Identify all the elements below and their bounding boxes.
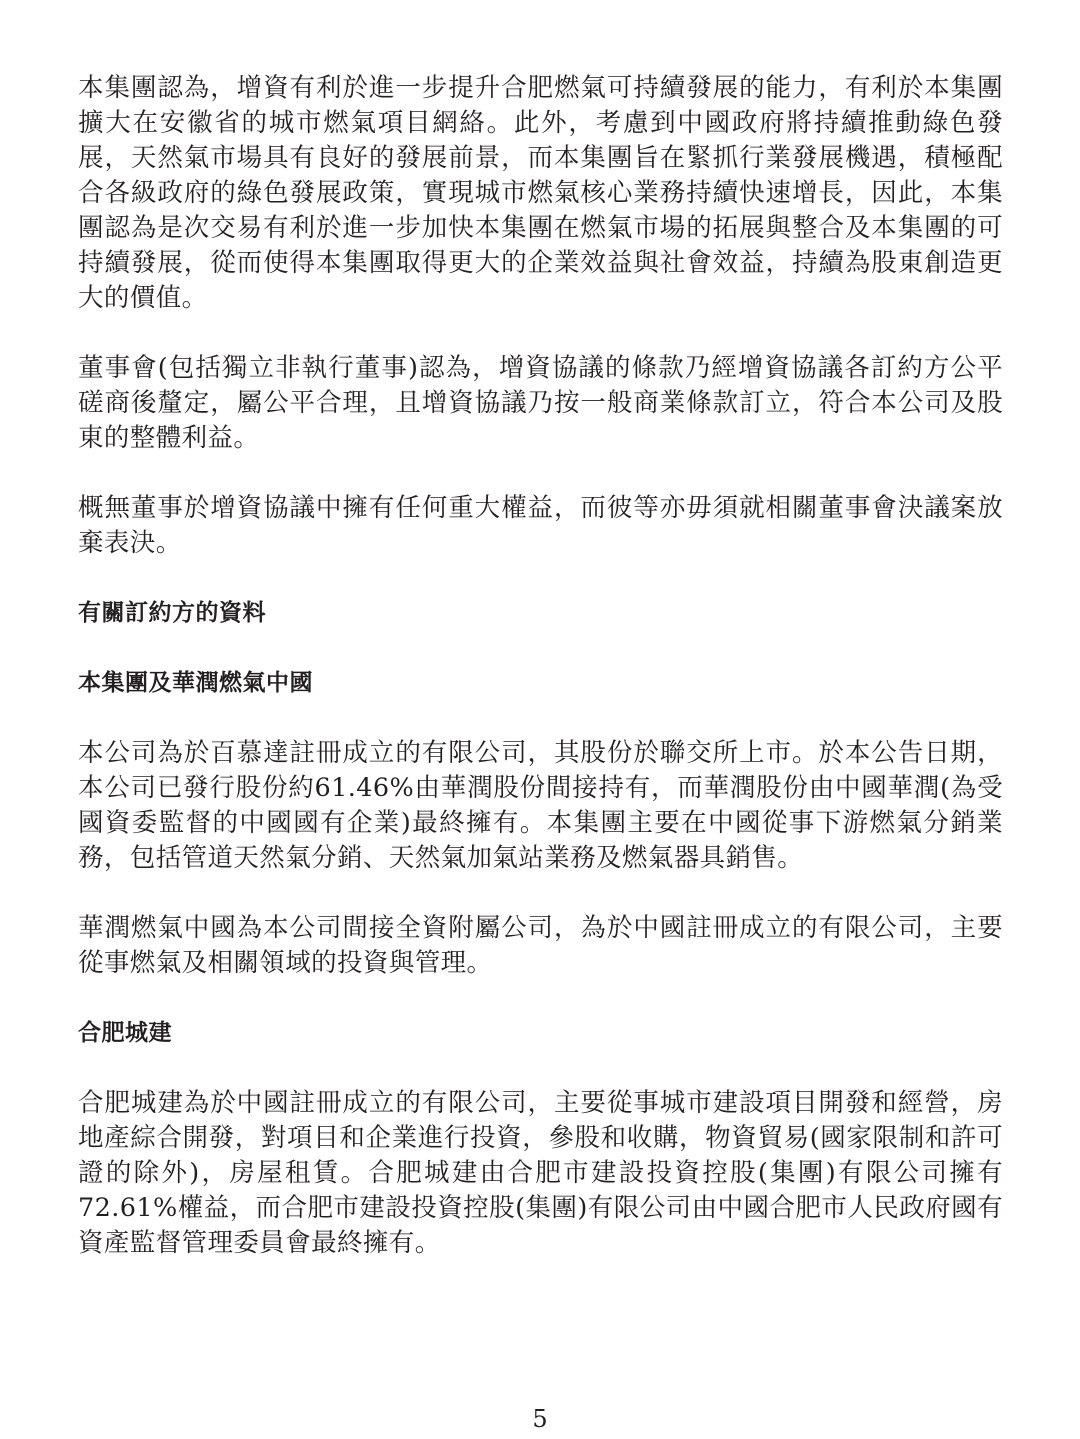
page-number: 5 [532, 1405, 548, 1433]
section-heading-parties-info: 有關訂約方的資料 [78, 600, 266, 626]
document-body [78, 71, 1003, 1296]
subheading-hefei-urban-construction: 合肥城建 [78, 1020, 172, 1046]
paragraph-group-view: 本集團認為，增資有利於進一步提升合肥燃氣可持續發展的能力，有利於本集團擴大在安徽省的城市燃氣項目網絡。此外，考慮到中國政府將持續推動綠色發展，天然氣市場具有良好的發展前景，而本集團旨在緊抓行業發展機遇，積極配合各級政府的綠色發展政策，實現城市燃氣核心業務持續快速增長，因此，本集團認為是次交易有利於進一步加快本集團在燃氣市場的拓展與整合及本集團的可持續發展，從而使得本集團取得更大的企業效益與社會效益，持續為股東創造更大的價值。 [78, 73, 1003, 313]
paragraph-board-view: 董事會(包括獨立非執行董事)認為，增資協議的條款乃經增資協議各訂約方公平磋商後釐定，屬公平合理，且增資協議乃按一般商業條款訂立，符合本公司及股東的整體利益。 [78, 353, 1003, 453]
paragraph-director-interest: 概無董事於增資協議中擁有任何重大權益，而彼等亦毋須就相關董事會決議案放棄表決。 [78, 493, 1003, 558]
paragraph-hefei-urban-construction-info: 合肥城建為於中國註冊成立的有限公司，主要從事城市建設項目開發和經營，房地產綜合開發，對項目和企業進行投資，參股和收購，物資貿易(國家限制和許可證的除外)，房屋租賃。合肥城建由合肥市建設投資控股(集團)有限公司擁有72.61%權益，而合肥市建設投資控股(集團)有限公司由中國合肥市人民政府國有資產監督管理委員會最終擁有。 [78, 1088, 1003, 1258]
subheading-group-and-cr-gas-china: 本集團及華潤燃氣中國 [78, 670, 313, 696]
paragraph-company-info: 本公司為於百慕達註冊成立的有限公司，其股份於聯交所上市。於本公告日期，本公司已發行股份約61.46%由華潤股份間接持有，而華潤股份由中國華潤(為受國資委監督的中國國有企業)最終擁有。本集團主要在中國從事下游燃氣分銷業務，包括管道天然氣分銷、天然氣加氣站業務及燃氣器具銷售。 [78, 738, 1003, 873]
paragraph-cr-gas-china-info: 華潤燃氣中國為本公司間接全資附屬公司，為於中國註冊成立的有限公司，主要從事燃氣及相關領域的投資與管理。 [78, 913, 1003, 978]
